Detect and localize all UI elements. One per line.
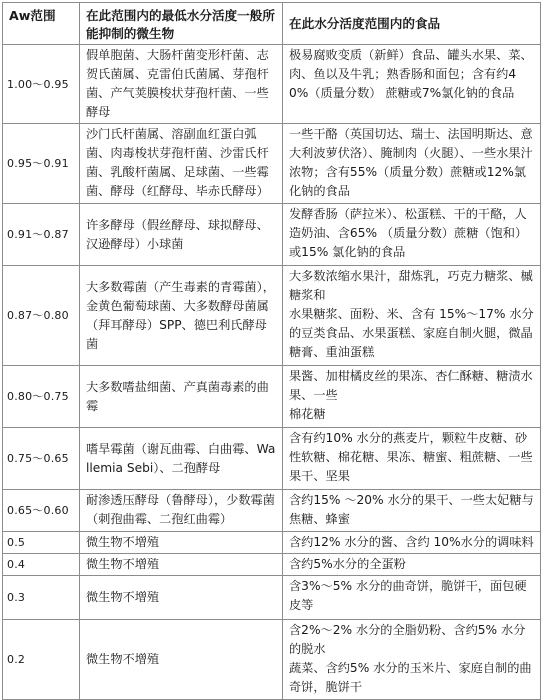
organisms-cell: 微生物不增殖 bbox=[80, 620, 283, 700]
aw-range-cell: 0.5 bbox=[3, 532, 80, 554]
table-row bbox=[3, 620, 541, 700]
foods-line: 果酱、加柑橘皮丝的果冻、杏仁酥糖、糖渍水果、一些 bbox=[289, 369, 533, 402]
foods-cell bbox=[283, 366, 541, 428]
organisms-cell: 嗜旱霉菌（谢瓦曲霉、白曲霉、Wallemia Sebi）、二孢酵母 bbox=[80, 428, 283, 490]
header-aw-range: Aw范围 bbox=[3, 3, 80, 45]
aw-range-cell: 0.91～0.87 bbox=[3, 204, 80, 266]
foods-cell: 含约15% ～20% 水分的果干、一些太妃糖与焦糖、蜂蜜 bbox=[283, 490, 541, 532]
aw-range-cell: 0.4 bbox=[3, 554, 80, 576]
table-row bbox=[3, 554, 541, 576]
foods-cell bbox=[283, 266, 541, 366]
table-row bbox=[3, 204, 541, 266]
organisms-cell: 大多数嗜盐细菌、产真菌毒素的曲霉 bbox=[80, 366, 283, 428]
table-row bbox=[3, 45, 541, 124]
foods-line: 水果糖浆、面粉、米、含有 15%～17% 水分的豆类食品、水果蛋糕、家庭自制火腿，微晶糖膏、重油蛋糕 bbox=[289, 307, 534, 359]
organisms-cell: 大多数霉菌（产生毒素的青霉菌），金黄色葡萄球菌、大多数酵母菌属（拜耳酵母）SPP、德巴利氏酵母菌 bbox=[80, 266, 283, 366]
header-foods: 在此水分活度范围内的食品 bbox=[283, 3, 541, 45]
organisms-cell: 耐渗透压酵母（鲁酵母），少数霉菌（刺孢曲霉、二孢红曲霉） bbox=[80, 490, 283, 532]
foods-line: 蔬菜、含约5% 水分的玉米片、家庭自制的曲奇饼，脆饼干 bbox=[289, 661, 532, 694]
aw-range-cell: 0.3 bbox=[3, 576, 80, 620]
aw-range-cell: 0.75～0.65 bbox=[3, 428, 80, 490]
foods-cell: 含约5%水分的全蛋粉 bbox=[283, 554, 541, 576]
organisms-cell: 微生物不增殖 bbox=[80, 532, 283, 554]
foods-cell: 极易腐败变质（新鲜）食品、罐头水果、菜、肉、鱼以及牛乳；熟香肠和面包；含有约40%（质量分数） 蔗糖或7%氯化钠的食品 bbox=[283, 45, 541, 124]
organisms-cell: 许多酵母（假丝酵母、球拟酵母、汉逊酵母）小球菌 bbox=[80, 204, 283, 266]
aw-range-cell: 0.65～0.60 bbox=[3, 490, 80, 532]
aw-range-cell: 1.00～0.95 bbox=[3, 45, 80, 124]
foods-cell: 一些干酪（英国切达、瑞士、法国明斯达、意大利波萝伏洛）、腌制肉（火腿）、一些水果汁浓物；含有55%（质量分数）蔗糖或12%氯化钠的食品 bbox=[283, 124, 541, 204]
organisms-cell: 假单胞菌、大肠杆菌变形杆菌、志贺氏菌属、克雷伯氏菌属、芽孢杆菌、产气荚膜梭状芽孢杆菌、一些酵母 bbox=[80, 45, 283, 124]
foods-line: 棉花糖 bbox=[289, 407, 326, 421]
organisms-cell: 沙门氏杆菌属、溶副血红蛋白弧菌、肉毒梭状芽孢杆菌、沙雷氏杆菌、乳酸杆菌属、足球菌、一些霉菌、酵母（红酵母、毕赤氏酵母） bbox=[80, 124, 283, 204]
foods-cell: 含有约10% 水分的燕麦片，颗粒牛皮糖、砂性软糖、棉花糖、果冻、糖蜜、粗蔗糖、一些果干、坚果 bbox=[283, 428, 541, 490]
aw-range-cell: 0.2 bbox=[3, 620, 80, 700]
water-activity-table bbox=[2, 2, 541, 700]
aw-range-cell: 0.95～0.91 bbox=[3, 124, 80, 204]
foods-cell bbox=[283, 620, 541, 700]
table-row bbox=[3, 576, 541, 620]
table-row bbox=[3, 490, 541, 532]
aw-range-cell: 0.80～0.75 bbox=[3, 366, 80, 428]
table-row bbox=[3, 532, 541, 554]
foods-cell: 含3%～5% 水分的曲奇饼，脆饼干，面包硬皮等 bbox=[283, 576, 541, 620]
table-row bbox=[3, 428, 541, 490]
foods-line: 大多数浓缩水果汁，甜炼乳，巧克力糖浆、槭糖浆和 bbox=[289, 269, 533, 302]
header-microorganisms: 在此范围内的最低水分活度一般所能抑制的微生物 bbox=[80, 3, 283, 45]
table-row bbox=[3, 366, 541, 428]
table-header-row bbox=[3, 3, 541, 45]
table-row bbox=[3, 266, 541, 366]
foods-cell: 含约12% 水分的酱、含约 10%水分的调味料 bbox=[283, 532, 541, 554]
aw-range-cell: 0.87～0.80 bbox=[3, 266, 80, 366]
organisms-cell: 微生物不增殖 bbox=[80, 554, 283, 576]
organisms-cell: 微生物不增殖 bbox=[80, 576, 283, 620]
foods-cell: 发酵香肠（萨拉米）、松蛋糕、干的干酪，人造奶油、含65% （质量分数）蔗糖（饱和）或15% 氯化钠的食品 bbox=[283, 204, 541, 266]
foods-line: 含2%～2% 水分的全脂奶粉、含约5% 水分的脱水 bbox=[289, 623, 526, 656]
table-row bbox=[3, 124, 541, 204]
